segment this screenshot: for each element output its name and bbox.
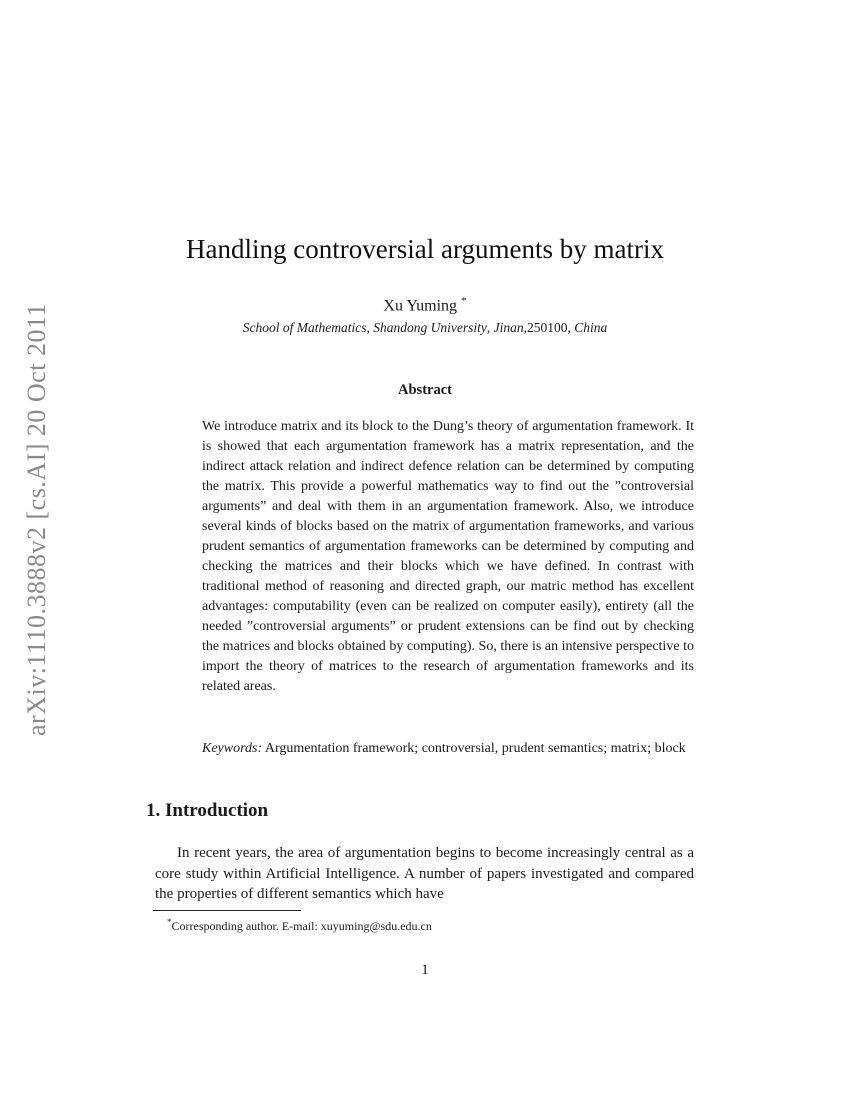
arxiv-identifier-stamp: arXiv:1110.3888v2 [cs.AI] 20 Oct 2011	[22, 303, 51, 737]
affiliation-city: Jinan	[493, 320, 524, 335]
abstract-text: We introduce matrix and its block to the Dung’s theory of argumentation framework. It is showed that each argumentation framework has a matrix representation, and the indirect attack relation and indirect defence relation can be determined by computing the matrix. This provide a powerful mathematics way to find out the ”controversial arguments” and deal with them in an argumentation framework. Also, we introduce several kinds of blocks based on the matrix of argumentation frameworks, and various prudent semantics of argumentation frameworks can be determined by computing and checking the matrices and their blocks which we have defined. In contrast with traditional method of reasoning and directed graph, our matric method has excellent advantages: computability (even can be realized on computer easily), entirety (all the needed ”controversial arguments” or prudent extensions can be find out by checking the matrices and blocks obtained by computing). So, there is an intensive perspective to import the theory of matrices to the research of argumentation frameworks and its related areas.	[202, 419, 694, 694]
footnote-text: Corresponding author. E-mail: xuyuming@sdu.edu.cn	[171, 919, 432, 933]
footnote-marker: *	[167, 917, 172, 927]
footnote-divider	[153, 910, 301, 911]
abstract-heading: Abstract	[398, 382, 452, 398]
author-name: Xu Yuming	[383, 297, 458, 315]
affiliation-university: Shandong University	[373, 320, 487, 335]
author-affiliation: School of Mathematics, Shandong University, Jinan,250100, China	[242, 320, 608, 335]
paper-title: Handling controversial arguments by matrix	[186, 234, 664, 264]
affiliation-country: China	[574, 320, 608, 335]
keywords-list: Argumentation framework; controversial, prudent semantics; matrix; block	[264, 741, 686, 756]
author-footnote-marker: *	[461, 295, 467, 307]
section-heading-introduction: 1. Introduction	[146, 800, 269, 821]
affiliation-postcode: 250100	[526, 320, 568, 335]
keywords-label: Keywords:	[202, 741, 263, 756]
footnote	[167, 913, 432, 935]
keywords-line	[202, 739, 694, 759]
introduction-paragraph: In recent years, the area of argumentation begins to become increasingly central as a core study within Artificial Intelligence. A number of papers investigated and compared the properties of different semantics which have	[155, 845, 694, 902]
author-line	[0, 291, 850, 316]
affiliation-school: School of Mathematics	[242, 320, 367, 335]
page-number: 1	[421, 962, 429, 978]
